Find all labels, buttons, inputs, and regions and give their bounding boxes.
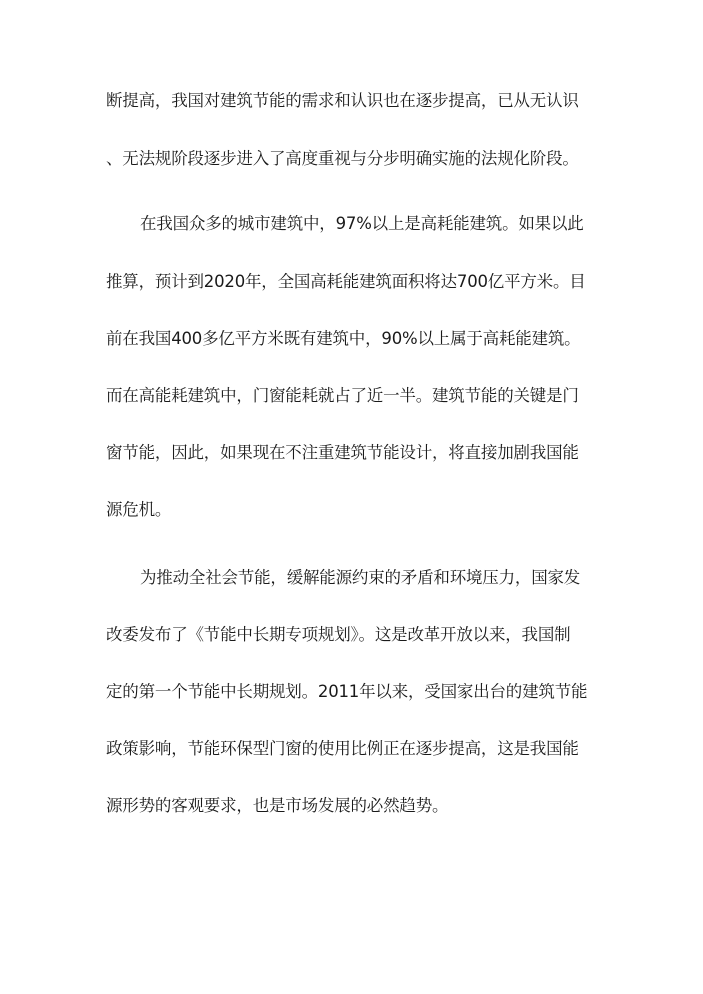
- text-line: 改委发布了《节能中长期专项规划》。这是改革开放以来，我国制: [106, 625, 571, 644]
- text-line: 断提高，我国对建筑节能的需求和认识也在逐步提高，已从无认识: [106, 91, 579, 110]
- text-line: 源形势的客观要求，也是市场发展的必然趋势。: [106, 796, 449, 815]
- text-line: 在我国众多的城市建筑中，97%以上是高耗能建筑。如果以此: [140, 214, 584, 233]
- text-line: 定的第一个节能中长期规划。2011年以来，受国家出台的建筑节能: [106, 682, 588, 701]
- text-line: 、无法规阶段逐步进入了高度重视与分步明确实施的法规化阶段。: [106, 149, 579, 168]
- text-line: 而在高能耗建筑中，门窗能耗就占了近一半。建筑节能的关键是门: [106, 386, 579, 405]
- text-line: 窗节能，因此，如果现在不注重建筑节能设计，将直接加剧我国能: [106, 443, 579, 462]
- text-line: 政策影响，节能环保型门窗的使用比例正在逐步提高，这是我国能: [106, 739, 579, 758]
- text-line: 源危机。: [106, 500, 172, 519]
- text-line: 推算，预计到2020年，全国高耗能建筑面积将达700亿平方米。目: [106, 272, 586, 291]
- text-line: 前在我国400多亿平方米既有建筑中，90%以上属于高耗能建筑。: [106, 329, 581, 348]
- text-line: 为推动全社会节能，缓解能源约束的矛盾和环境压力，国家发: [140, 568, 581, 587]
